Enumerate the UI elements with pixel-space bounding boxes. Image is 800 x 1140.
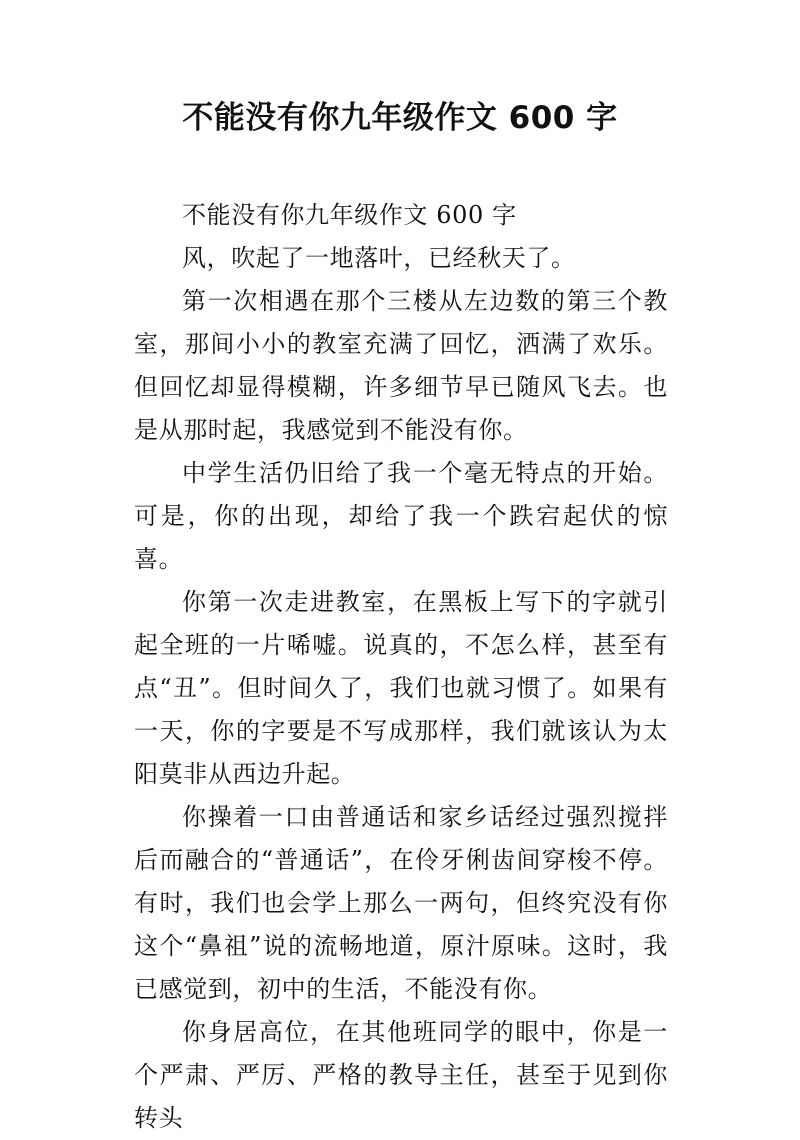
paragraph: 你第一次走进教室，在黑板上写下的字就引起全班的一片唏嘘。说真的，不怎么样，甚至有点“丑”。但时间久了，我们也就习惯了。如果有一天，你的字要是不写成那样，我们就该认为太阳莫非从西边升起。 [134,588,668,788]
paragraph: 第一次相遇在那个三楼从左边数的第三个教室，那间小小的教室充满了回忆，洒满了欢乐。但回忆却显得模糊，许多细节早已随风飞去。也是从那时起，我感觉到不能没有你。 [134,287,668,444]
paragraph: 你身居高位，在其他班同学的眼中，你是一个严肃、严厉、严格的教导主任，甚至于见到你转头 [134,1018,668,1132]
paragraph-subtitle: 不能没有你九年级作文 600 字 [182,201,517,229]
paragraph: 你操着一口由普通话和家乡话经过强烈搅拌后而融合的“普通话”，在伶牙俐齿间穿梭不停。有时，我们也会学上那么一两句，但终究没有你这个“鼻祖”说的流畅地道，原汁原味。这时，我已感觉到，初中的生活，不能没有你。 [134,803,668,1003]
paragraph: 中学生活仍旧给了我一个毫无特点的开始。可是，你的出现，却给了我一个跌宕起伏的惊喜。 [134,459,668,573]
paragraph: 风，吹起了一地落叶，已经秋天了。 [182,244,576,272]
document-body [134,194,668,1140]
document-title: 不能没有你九年级作文 600 字 [182,100,618,136]
